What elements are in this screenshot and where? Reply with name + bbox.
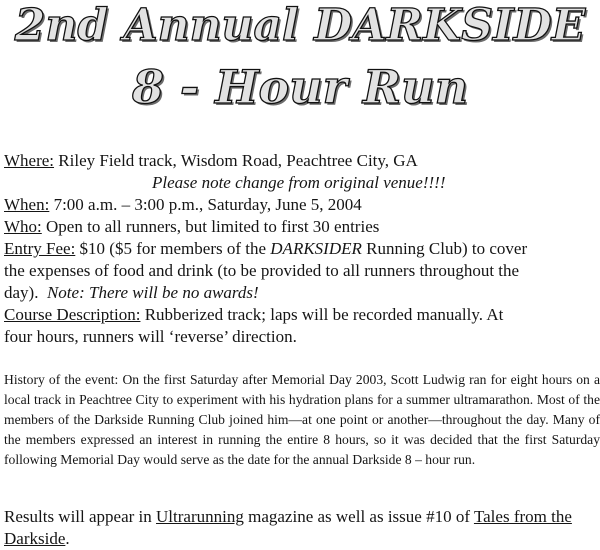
no-awards-note: Note: There will be no awards! xyxy=(46,283,259,302)
publication-name: Tales from the Darkside xyxy=(4,507,572,548)
club-name: DARKSIDER xyxy=(270,239,362,258)
results-end: . xyxy=(65,529,70,548)
course-text: Rubberized track; laps will be recorded manually. At xyxy=(140,305,504,324)
magazine-name: Ultrarunning xyxy=(156,507,244,526)
entry-fee-line-3 xyxy=(4,282,600,304)
when-label: When: xyxy=(4,195,50,214)
results-text-a: Results will appear in xyxy=(4,507,157,526)
when-line xyxy=(4,194,600,216)
entry-fee-label: Entry Fee: xyxy=(4,239,76,258)
venue-change-note: Please note change from original venue!!!! xyxy=(152,173,446,192)
entry-fee-line-3-text: day). xyxy=(4,283,39,302)
where-label: Where: xyxy=(4,151,55,170)
event-history-paragraph: History of the event: On the first Saturday after Memorial Day 2003, Scott Ludwig ran for eight hours on a local track in Peachtree City to experiment with his hydration plans for a summer ultramarathon. Most of the members of the Darkside Running Club joined him—at one point or another—throughout the day. Many of the members expressed an interest in running the entire 8 hours, so it was decided that the first Saturday following Memorial Day would serve as the date for the annual Darkside 8 – hour run. xyxy=(4,372,600,467)
event-title-line-1: 2nd Annual DARKSIDE xyxy=(14,0,586,51)
who-text: Open to all runners, but limited to first 30 entries xyxy=(41,217,380,236)
who-line xyxy=(4,216,600,238)
entry-fee-line-2: the expenses of food and drink (to be provided to all runners throughout the xyxy=(4,261,520,280)
where-text: Riley Field track, Wisdom Road, Peachtree City, GA xyxy=(54,151,418,170)
course-label: Course Description: xyxy=(4,305,141,324)
when-text: 7:00 a.m. – 3:00 p.m., Saturday, June 5, 2004 xyxy=(49,195,362,214)
results-text-b: magazine as well as issue #10 of xyxy=(243,507,474,526)
entry-fee-text-b: Running Club) to cover xyxy=(361,239,528,258)
where-line xyxy=(4,150,600,172)
who-label: Who: xyxy=(4,217,42,236)
entry-fee-line xyxy=(4,238,600,260)
course-line xyxy=(4,304,600,326)
course-line-2: four hours, runners will ‘reverse’ direction. xyxy=(4,327,297,346)
event-title-line-2: 8 - Hour Run xyxy=(131,60,469,114)
entry-fee-text-a: $10 ($5 for members of the xyxy=(75,239,271,258)
results-paragraph xyxy=(4,506,600,550)
